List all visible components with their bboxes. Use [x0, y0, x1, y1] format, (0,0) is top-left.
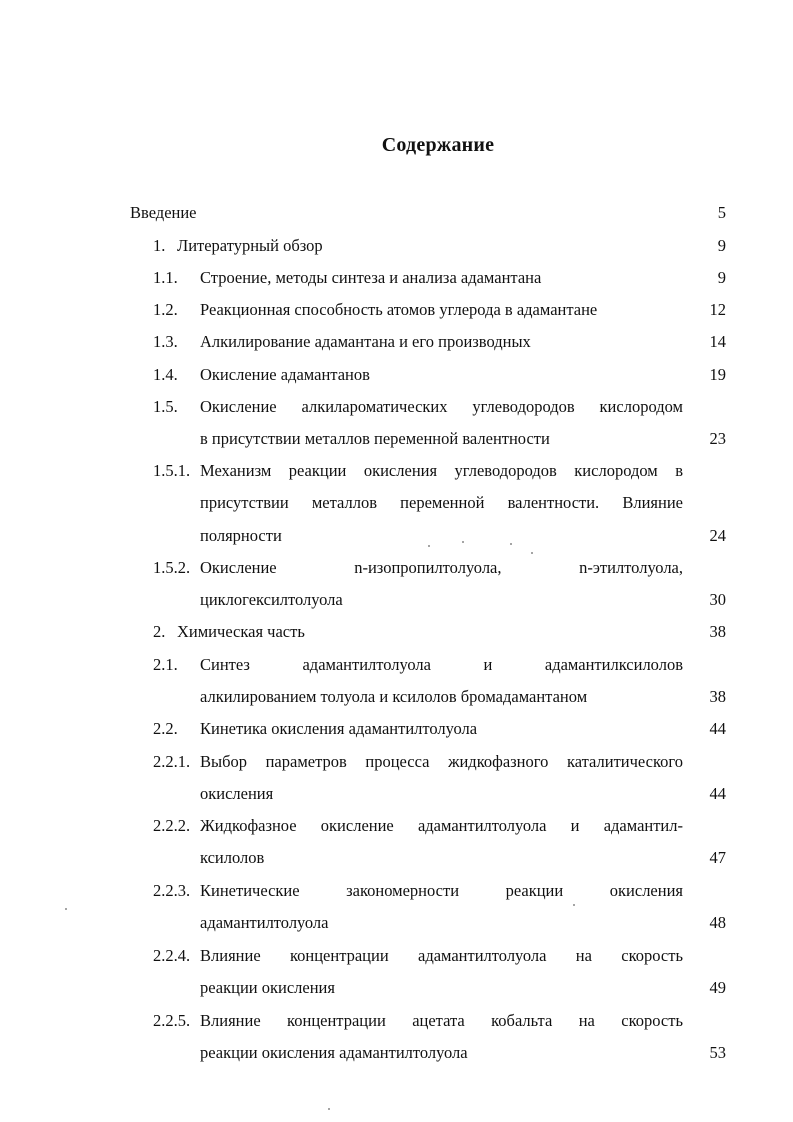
- toc-entry-number: 1.3.: [153, 332, 178, 351]
- toc-page-number: 9: [717, 236, 726, 255]
- toc-entry-text: Химическая часть: [177, 622, 305, 641]
- toc-entry-number: 2.2.: [153, 719, 178, 738]
- toc-entry-text: Механизм реакции окисления углеводородов кислородом в: [200, 461, 683, 480]
- scan-speck: [428, 545, 430, 547]
- toc-entry-number: 2.2.2.: [153, 816, 191, 835]
- toc-entry-text: Окисление n-изопропилтолуола, n-этилтолуола,: [200, 558, 683, 577]
- toc-entry-text: окисления: [200, 784, 274, 803]
- scan-speck: [573, 904, 575, 906]
- toc-entry-text: Строение, методы синтеза и анализа адамантана: [200, 268, 542, 287]
- toc-entry-text: адамантилтолуола: [200, 913, 329, 932]
- toc-page-number: 19: [709, 365, 726, 384]
- toc-page-number: 47: [709, 848, 726, 867]
- toc-entry-text: Окисление адамантанов: [200, 365, 370, 384]
- toc-entry-text: Жидкофазное окисление адамантилтолуола и адамантил-: [200, 816, 683, 835]
- toc-entry-text: Синтез адамантилтолуола и адамантилксилолов: [200, 655, 683, 674]
- toc-entry-text: циклогексилтолуола: [200, 590, 343, 609]
- toc-page-number: 24: [709, 526, 726, 545]
- toc-entry-number: 2.2.4.: [153, 946, 191, 965]
- toc-page-number: 38: [709, 687, 726, 706]
- toc-page-number: 48: [709, 913, 726, 932]
- toc-page-number: 44: [709, 719, 726, 738]
- scan-speck: [462, 541, 464, 543]
- toc-entry-number: 2.2.1.: [153, 752, 191, 771]
- toc-entry-text: Кинетика окисления адамантилтолуола: [200, 719, 478, 738]
- toc-entry-number: 2.2.5.: [153, 1011, 191, 1030]
- toc-entry-text: Влияние концентрации ацетата кобальта на скорость: [200, 1011, 683, 1030]
- toc-page-number: 5: [717, 203, 726, 222]
- toc-entry-text: присутствии металлов переменной валентности. Влияние: [200, 493, 683, 512]
- toc-entry-number: 2.1.: [153, 655, 178, 674]
- toc-entry-number: 1.5.2.: [153, 558, 191, 577]
- toc-page-number: 38: [709, 622, 726, 641]
- toc-entry-text: алкилированием толуола и ксилолов бромадамантаном: [200, 687, 588, 706]
- toc-entry-number: 1.5.1.: [153, 461, 191, 480]
- scan-speck: [531, 552, 533, 554]
- toc-entry-number: 1.5.: [153, 397, 178, 416]
- toc-entry-number: 1.1.: [153, 268, 178, 287]
- toc-page-number: 53: [709, 1043, 726, 1062]
- toc-entry-text: в присутствии металлов переменной валентности: [200, 429, 550, 448]
- toc-entry-text: реакции окисления адамантилтолуола: [200, 1043, 468, 1062]
- toc-entry-text: Алкилирование адамантана и его производных: [200, 332, 531, 351]
- toc-entry-text: Влияние концентрации адамантилтолуола на скорость: [200, 946, 683, 965]
- scan-speck: [328, 1108, 330, 1110]
- toc-entry-text: полярности: [200, 526, 282, 545]
- toc-page-number: 49: [709, 978, 726, 997]
- toc-page-number: 9: [717, 268, 726, 287]
- toc-page-number: 12: [709, 300, 726, 319]
- toc-page-number: 23: [709, 429, 726, 448]
- toc-entry-number: 1.4.: [153, 365, 178, 384]
- toc-entry-text: ксилолов: [200, 848, 265, 867]
- page-title: Содержание: [381, 134, 495, 156]
- toc-entry-text: Литературный обзор: [177, 236, 323, 255]
- toc-entry-text: реакции окисления: [200, 978, 335, 997]
- toc-page-number: 14: [709, 332, 726, 351]
- scan-speck: [510, 543, 512, 545]
- toc-entry-text: Выбор параметров процесса жидкофазного каталитического: [200, 752, 683, 771]
- toc-entry-number: 2.: [153, 622, 166, 641]
- toc-entry-text: Окисление алкилароматических углеводородов кислородом: [200, 397, 683, 416]
- toc-page-number: 44: [709, 784, 726, 803]
- toc-entry-number: 1.2.: [153, 300, 178, 319]
- scan-speck: [65, 908, 67, 910]
- toc-entry-number: 2.2.3.: [153, 881, 191, 900]
- toc-entry-text: Кинетические закономерности реакции окисления: [200, 881, 683, 900]
- toc-entry-text: Реакционная способность атомов углерода в адамантане: [200, 300, 598, 319]
- toc-entry-number: 1.: [153, 236, 166, 255]
- toc-page-number: 30: [709, 590, 726, 609]
- toc-entry-text: Введение: [130, 203, 197, 222]
